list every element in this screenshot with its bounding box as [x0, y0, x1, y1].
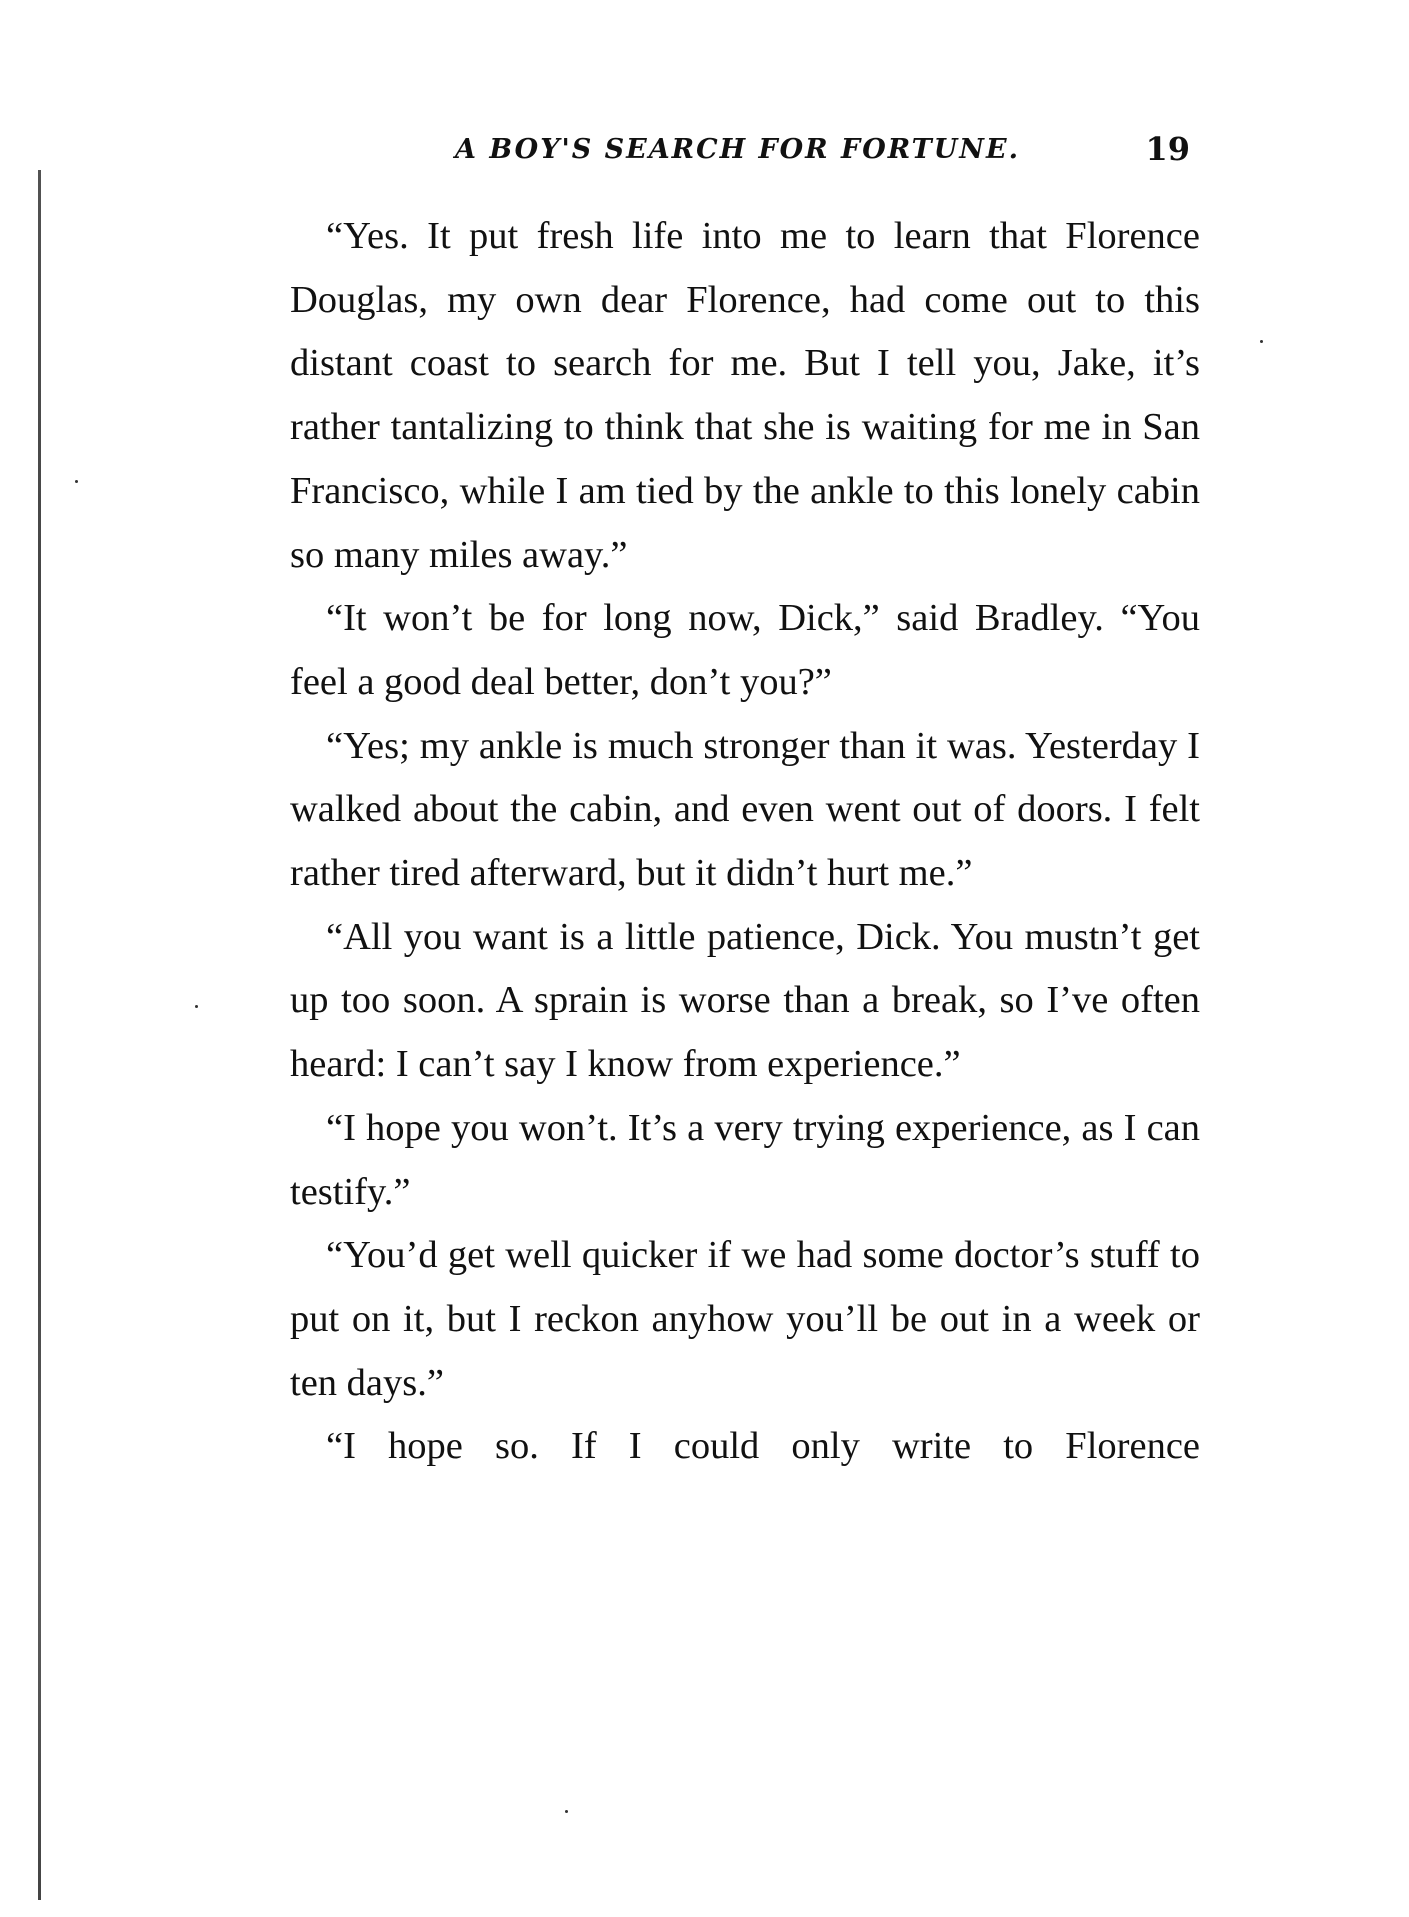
print-speck [1260, 340, 1263, 343]
print-speck [195, 1005, 198, 1008]
print-speck [75, 480, 78, 483]
print-speck [565, 1810, 568, 1813]
paragraph: “All you want is a little patience, Dick. You mustn’t get up too soon. A sprain is worse than a break, so I’ve often heard: I can’t say I know from experience.” [290, 915, 1200, 1086]
running-title: A BOY'S SEARCH FOR FORTUNE. [455, 134, 1020, 165]
paragraph: “Yes. It put fresh life into me to learn that Florence Douglas, my own dear Florence, had come out to this distant coast to search for me. But I tell you, Jake, it’s rather tantalizing to think that she is waiting for me in San Francisco, while I am tied by the ankle to this lonely cabin so many miles away.” [290, 215, 1200, 576]
body-text [290, 205, 1200, 1479]
page-number: 19 [1145, 130, 1190, 168]
paragraph-continued: “I hope so. If I could only write to Florence [326, 1425, 1200, 1468]
paragraph: “Yes; my ankle is much stronger than it was. Yesterday I walked about the cabin, and even went out of doors. I felt rather tired afterward, but it didn’t hurt me.” [290, 724, 1200, 895]
paragraph: “You’d get well quicker if we had some doctor’s stuff to put on it, but I reckon anyhow you’ll be out in a week or ten days.” [290, 1234, 1200, 1404]
binding-edge [38, 170, 41, 1900]
paragraph: “I hope you won’t. It’s a very trying experience, as I can testify.” [290, 1106, 1200, 1213]
running-head [430, 130, 1220, 180]
paragraph: “It won’t be for long now, Dick,” said Bradley. “You feel a good deal better, don’t you?” [290, 597, 1200, 703]
